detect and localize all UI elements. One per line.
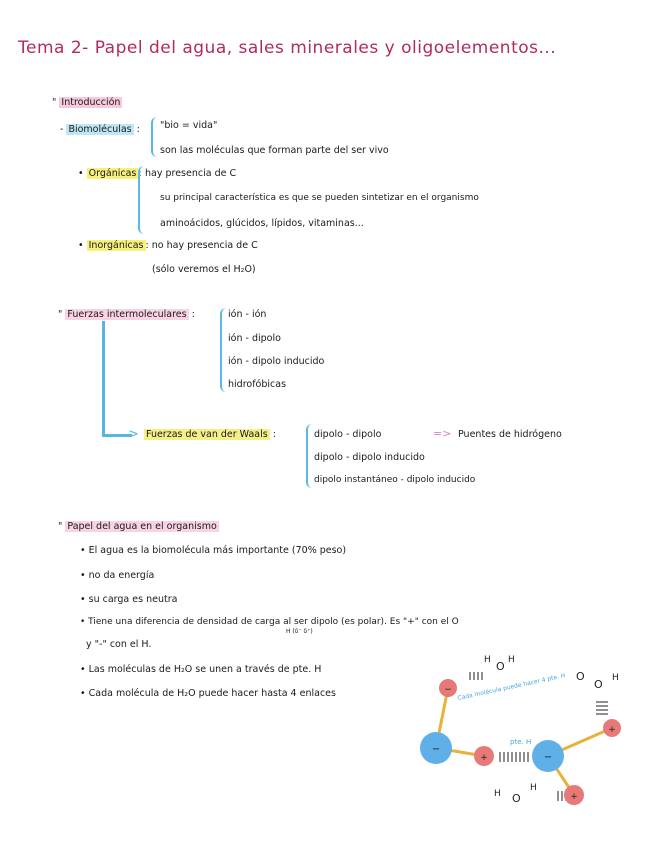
organicas-line-2: su principal característica es que se pueden sintetizar en el organismo	[160, 193, 479, 203]
brace-vdw	[306, 424, 314, 488]
charge-minus: −	[444, 685, 452, 695]
biomoleculas-line-1: "bio = vida"	[160, 120, 218, 131]
charge-plus: +	[480, 753, 488, 763]
fuerzas-heading-text: Fuerzas intermoleculares	[67, 309, 187, 320]
papel-agua-heading-text: Papel del agua en el organismo	[67, 521, 217, 532]
agua-bullet-4-cont: y "-" con el H.	[86, 639, 152, 650]
vdw-item-1: dipolo - dipolo	[314, 429, 382, 440]
fuerza-item-4: hidrofóbicas	[228, 379, 287, 390]
agua-bullet-6: • Cada molécula de H₂O puede hacer hasta 4 enlaces	[80, 688, 336, 699]
agua-bullet-5: • Las moléculas de H₂O se unen a través de pte. H	[80, 664, 322, 675]
heading-text: Introducción	[61, 97, 121, 108]
page-title: Tema 2- Papel del agua, sales minerales y oligoelementos...	[18, 38, 557, 58]
o-label: O	[496, 660, 505, 673]
o-label: O	[576, 670, 585, 683]
agua-bullet-5-text: Las moléculas de H₂O se unen a través de pte. H	[88, 664, 322, 675]
water-molecule-diagram	[408, 648, 633, 813]
bridge-label: pte. H	[510, 738, 532, 746]
hydrogen-bond-dashes-right	[596, 702, 608, 714]
charge-minus: −	[543, 752, 553, 763]
charge-plus: +	[570, 792, 578, 802]
charge-plus: +	[608, 725, 616, 735]
fuerzas-heading: " Fuerzas intermoleculares :	[58, 309, 195, 320]
h-label: H	[484, 655, 491, 665]
agua-bullet-2-text: no da energía	[88, 570, 155, 581]
inorganicas-label: • Inorgánicas : no hay presencia de C	[78, 240, 258, 251]
brace-biomoleculas	[151, 117, 159, 157]
agua-bullet-3-text: su carga es neutra	[88, 594, 178, 605]
agua-bullet-4-text: Tiene una diferencia de densidad de carga al ser dipolo (es polar). Es "+" con el O	[88, 617, 459, 627]
superscript-note: H (δ⁻ δ⁺)	[286, 628, 313, 635]
vdw-item-2: dipolo - dipolo inducido	[314, 452, 425, 463]
h-label: H	[612, 673, 619, 683]
arrow-head-icon: >	[128, 427, 139, 442]
h-label: H	[494, 789, 501, 799]
biomoleculas-label: - Biomoléculas :	[60, 124, 140, 135]
fuerza-item-3: ión - dipolo inducido	[228, 356, 325, 367]
agua-bullet-6-text: Cada molécula de H₂O puede hacer hasta 4 enlaces	[88, 688, 336, 699]
biomoleculas-line-2: son las moléculas que forman parte del ser vivo	[160, 145, 389, 156]
organicas-line-1: hay presencia de C	[145, 168, 237, 179]
vdw-text: Fuerzas de van der Waals	[146, 429, 268, 440]
organicas-line-3: aminoácidos, glúcidos, lípidos, vitaminas...	[160, 218, 364, 229]
inorganicas-text: Inorgánicas	[88, 240, 144, 251]
pink-arrow-icon: =>	[433, 427, 452, 440]
organicas-text: Orgánicas	[88, 168, 137, 179]
vdw-item-3: dipolo instantáneo - dipolo inducido	[314, 475, 476, 485]
papel-agua-heading: " Papel del agua en el organismo	[58, 521, 217, 532]
fuerza-item-2: ión - dipolo	[228, 333, 281, 344]
section-heading-introduccion: " Introducción	[52, 97, 121, 108]
diagram-note: Cada molécula puede hacer 4 pte. H	[456, 672, 566, 702]
arrow-connector-vertical	[102, 321, 105, 437]
h-label: H	[530, 783, 537, 793]
vdw-label: Fuerzas de van der Waals :	[146, 429, 276, 440]
o-label: O	[512, 792, 521, 805]
fuerza-item-1: ión - ión	[228, 309, 267, 320]
organicas-label: • Orgánicas :	[78, 168, 142, 179]
brace-fuerzas	[220, 308, 228, 392]
h-label: H	[508, 655, 515, 665]
hydrogen-bond-dashes	[500, 752, 528, 762]
o-label: O	[594, 678, 603, 691]
inorganicas-line-1: no hay presencia de C	[151, 240, 258, 251]
agua-bullet-4: • Tiene una diferencia de densidad de carga al ser dipolo (es polar). Es "+" con el O	[80, 617, 459, 627]
charge-minus: −	[431, 744, 441, 755]
agua-bullet-2: • no da energía	[80, 570, 155, 581]
agua-bullet-1-text: El agua es la biomolécula más importante (70% peso)	[88, 545, 347, 556]
agua-bullet-1: • El agua es la biomolécula más importante (70% peso)	[80, 545, 347, 556]
hydrogen-bond-dashes-top	[470, 672, 482, 680]
inorganicas-line-2: (sólo veremos el H₂O)	[152, 264, 256, 275]
biomoleculas-text: Biomoléculas	[68, 124, 132, 135]
agua-bullet-3: • su carga es neutra	[80, 594, 178, 605]
puentes-hidrogeno: Puentes de hidrógeno	[458, 429, 562, 440]
